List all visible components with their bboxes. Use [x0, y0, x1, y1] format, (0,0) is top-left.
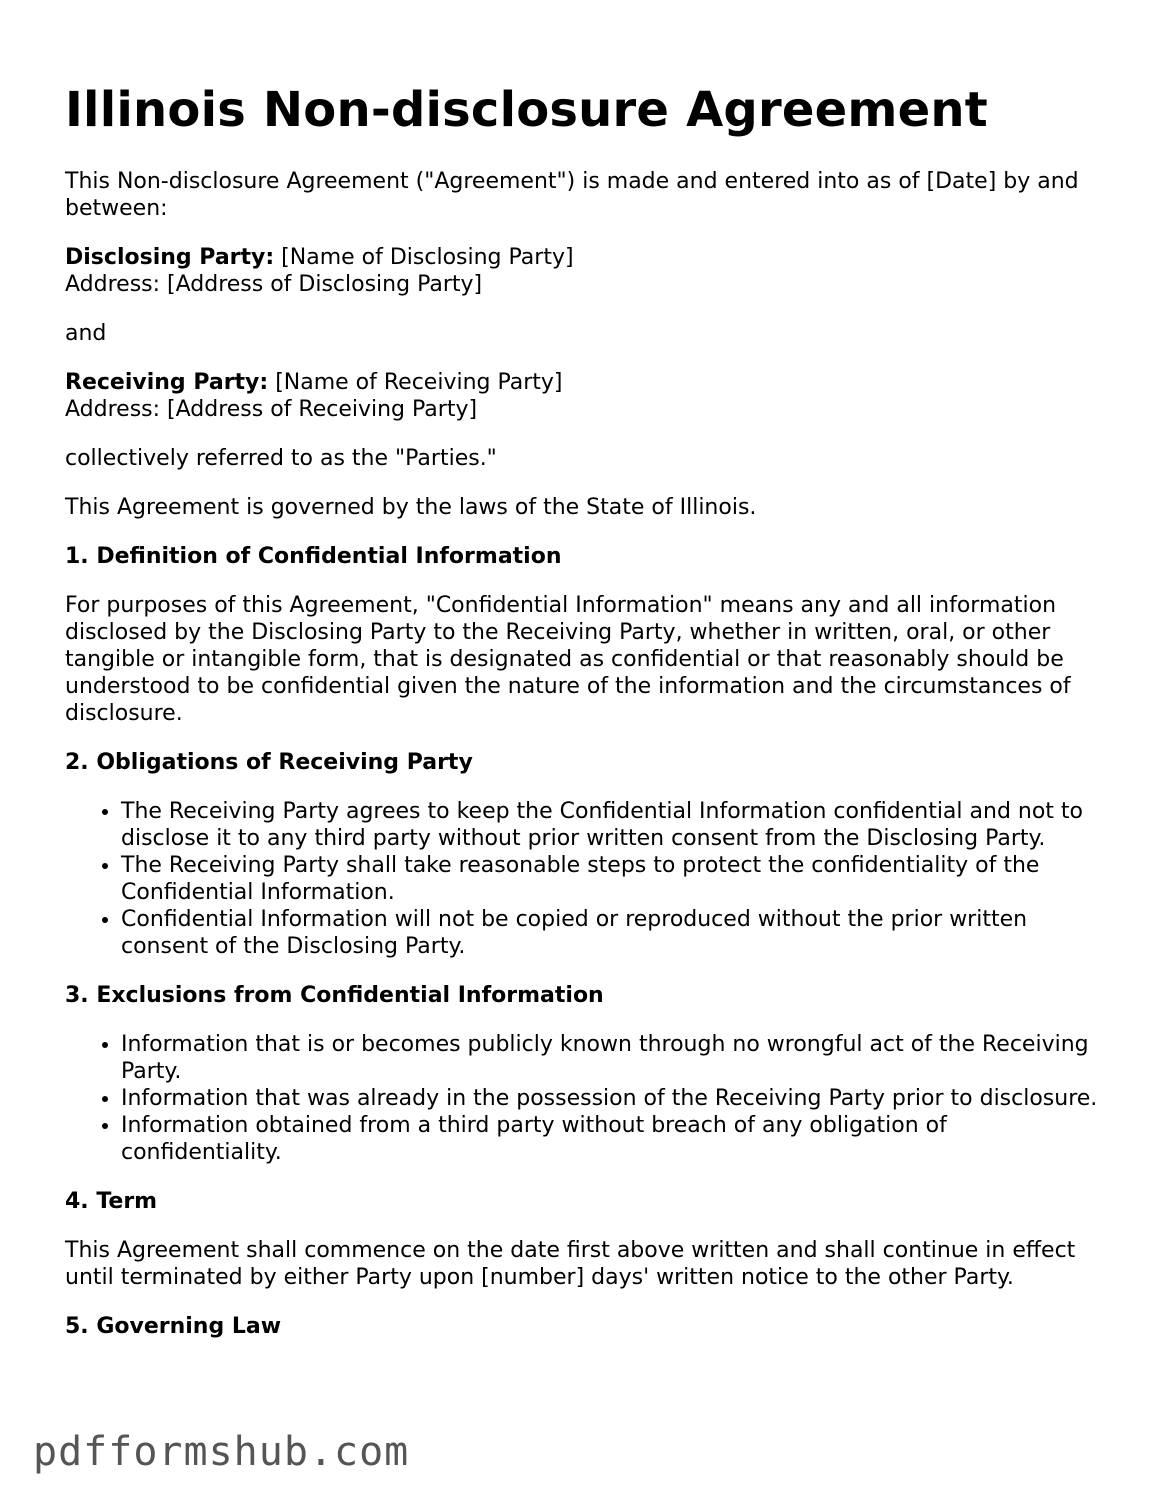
section-2-heading: 2. Obligations of Receiving Party — [65, 750, 473, 775]
list-item: • The Receiving Party shall take reasonable steps to protect the confidentiality of the Confidential Information. — [121, 852, 1105, 906]
list-item: • Information that was already in the possession of the Receiving Party prior to disclosure. — [121, 1085, 1105, 1112]
disclosing-party-label: Disclosing Party: — [65, 245, 275, 270]
intro-paragraph: This Non-disclosure Agreement ("Agreement") is made and entered into as of [Date] by and between: — [65, 169, 1079, 221]
section-1-heading: 1. Definition of Confidential Information — [65, 544, 562, 569]
governed-text: This Agreement is governed by the laws of the State of Illinois. — [65, 495, 757, 520]
document-page — [65, 80, 1105, 1362]
section-2-list — [65, 798, 1105, 960]
list-item: • Confidential Information will not be copied or reproduced without the prior written consent of the Disclosing Party. — [121, 906, 1105, 960]
receiving-party-address: Address: [Address of Receiving Party] — [65, 397, 478, 422]
section-5-heading: 5. Governing Law — [65, 1314, 282, 1339]
section-3-heading: 3. Exclusions from Confidential Information — [65, 983, 604, 1008]
collectively-text: collectively referred to as the "Parties." — [65, 446, 497, 471]
section-1-body: For purposes of this Agreement, "Confidential Information" means any and all information disclosed by the Disclosing Party to the Receiving Party, whether in written, oral, or other tangible or intangible form, that is designated as confidential or that reasonably should be understood to be confidential given the nature of the information and the circumstances of disclosure. — [65, 593, 1071, 726]
section-4-body: This Agreement shall commence on the date first above written and shall continue in effect until terminated by either Party upon [number] days' written notice to the other Party. — [65, 1238, 1076, 1290]
document-title: Illinois Non-disclosure Agreement — [65, 82, 988, 138]
and-text: and — [65, 321, 107, 346]
section-3-list — [65, 1031, 1105, 1166]
receiving-party-label: Receiving Party: — [65, 370, 269, 395]
list-item: • Information obtained from a third party without breach of any obligation of confidentiality. — [121, 1112, 1105, 1166]
disclosing-party-address: Address: [Address of Disclosing Party] — [65, 272, 483, 297]
receiving-party-block — [65, 369, 1105, 423]
receiving-party-name: [Name of Receiving Party] — [268, 370, 563, 395]
disclosing-party-block — [65, 244, 1105, 298]
section-4-heading: 4. Term — [65, 1189, 158, 1214]
watermark-text: pdfformshub.com — [33, 1429, 410, 1475]
list-item: • The Receiving Party agrees to keep the Confidential Information confidential and not to disclose it to any third party without prior written consent from the Disclosing Party. — [121, 798, 1105, 852]
list-item: • Information that is or becomes publicly known through no wrongful act of the Receiving Party. — [121, 1031, 1105, 1085]
disclosing-party-name: [Name of Disclosing Party] — [274, 245, 574, 270]
